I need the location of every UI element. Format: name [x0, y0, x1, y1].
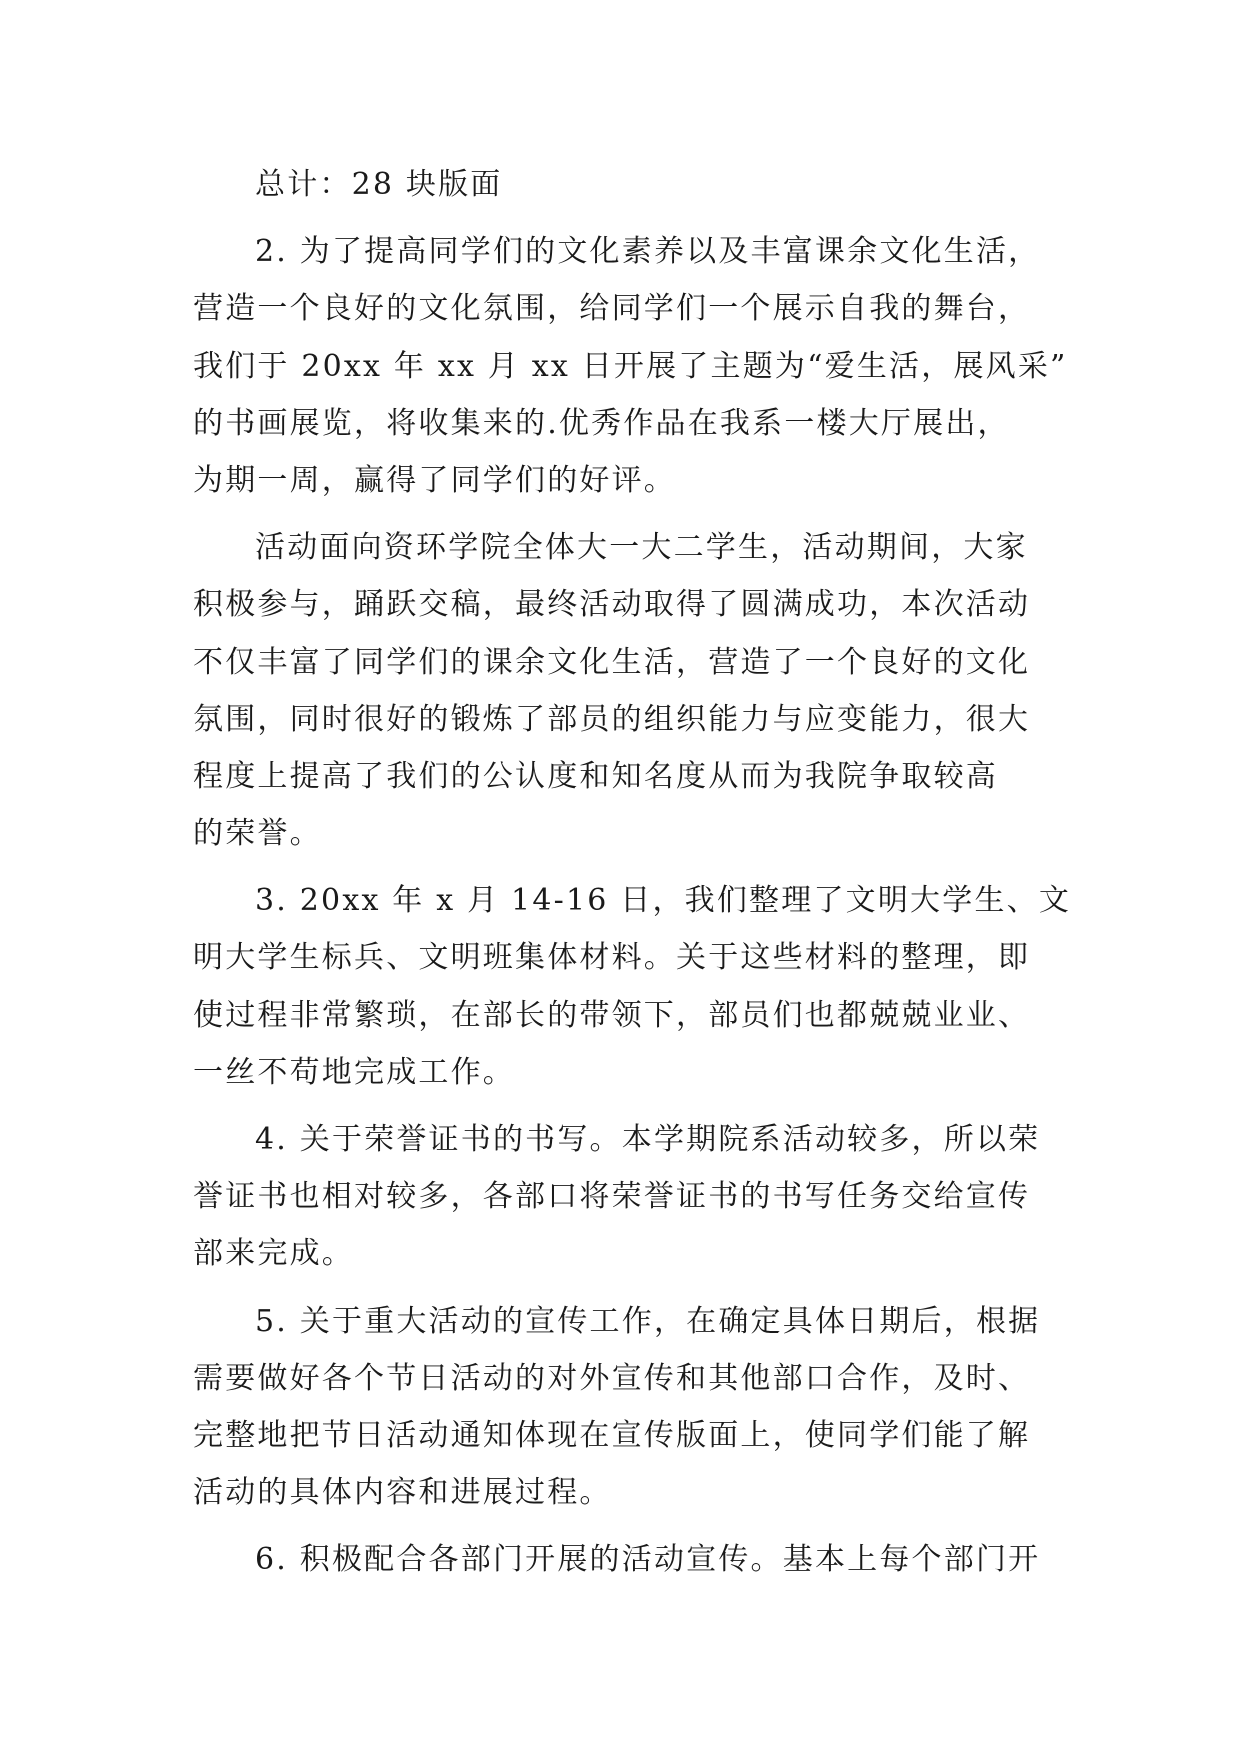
text-line: 总计：28 块版面	[255, 167, 503, 202]
text-line: 使过程非常繁琐，在部长的带领下，部员们也都兢兢业业、	[193, 997, 1031, 1033]
paragraph-total	[193, 156, 1073, 213]
paragraph-item-3	[193, 872, 1073, 1101]
text-line: 氛围，同时很好的锻炼了部员的组织能力与应变能力，很大	[193, 701, 1031, 737]
text-line: 5. 关于重大活动的宣传工作，在确定具体日期后，根据	[255, 1303, 1041, 1339]
text-line: 明大学生标兵、文明班集体材料。关于这些材料的整理，即	[193, 940, 1031, 976]
text-line: 部来完成。	[193, 1236, 354, 1272]
text-line: 6. 积极配合各部门开展的活动宣传。基本上每个部门开	[255, 1542, 1041, 1578]
text-line: 的荣誉。	[193, 816, 322, 852]
text-line: 为期一周，赢得了同学们的好评。	[193, 462, 676, 498]
paragraph-activity	[193, 519, 1073, 862]
text-line: 4. 关于荣誉证书的书写。本学期院系活动较多，所以荣	[255, 1122, 1041, 1157]
text-line: 一丝不苟地完成工作。	[193, 1054, 515, 1090]
text-line: 完整地把节日活动通知体现在宣传版面上，使同学们能了解	[193, 1417, 1031, 1453]
text-line: 活动的具体内容和进展过程。	[193, 1475, 612, 1511]
text-line: 3. 20xx 年 x 月 14-16 日，我们整理了文明大学生、文	[255, 883, 1072, 919]
text-line: 的书画展览，将收集来的.优秀作品在我系一楼大厅展出，	[193, 405, 1010, 441]
text-line: 积极参与，踊跃交稿，最终活动取得了圆满成功，本次活动	[193, 587, 1031, 623]
text-line: 2. 为了提高同学们的文化素养以及丰富课余文化生活，	[255, 234, 1041, 270]
paragraph-item-4	[193, 1111, 1073, 1283]
document-body	[193, 156, 1073, 1599]
text-line: 活动面向资环学院全体大一大二学生，活动期间，大家	[255, 530, 1028, 566]
paragraph-item-5	[193, 1293, 1073, 1522]
text-line: 我们于 20xx 年 xx 月 xx 日开展了主题为“爱生活，展风采”	[193, 348, 1068, 384]
text-line: 营造一个良好的文化氛围，给同学们一个展示自我的舞台，	[193, 291, 1031, 327]
paragraph-item-2	[193, 223, 1073, 509]
paragraph-item-6	[193, 1531, 1073, 1588]
text-line: 不仅丰富了同学们的课余文化生活，营造了一个良好的文化	[193, 644, 1031, 680]
text-line: 誉证书也相对较多，各部口将荣誉证书的书写任务交给宣传	[193, 1179, 1031, 1215]
text-line: 需要做好各个节日活动的对外宣传和其他部口合作，及时、	[193, 1360, 1031, 1396]
text-line: 程度上提高了我们的公认度和知名度从而为我院争取较高	[193, 758, 998, 794]
